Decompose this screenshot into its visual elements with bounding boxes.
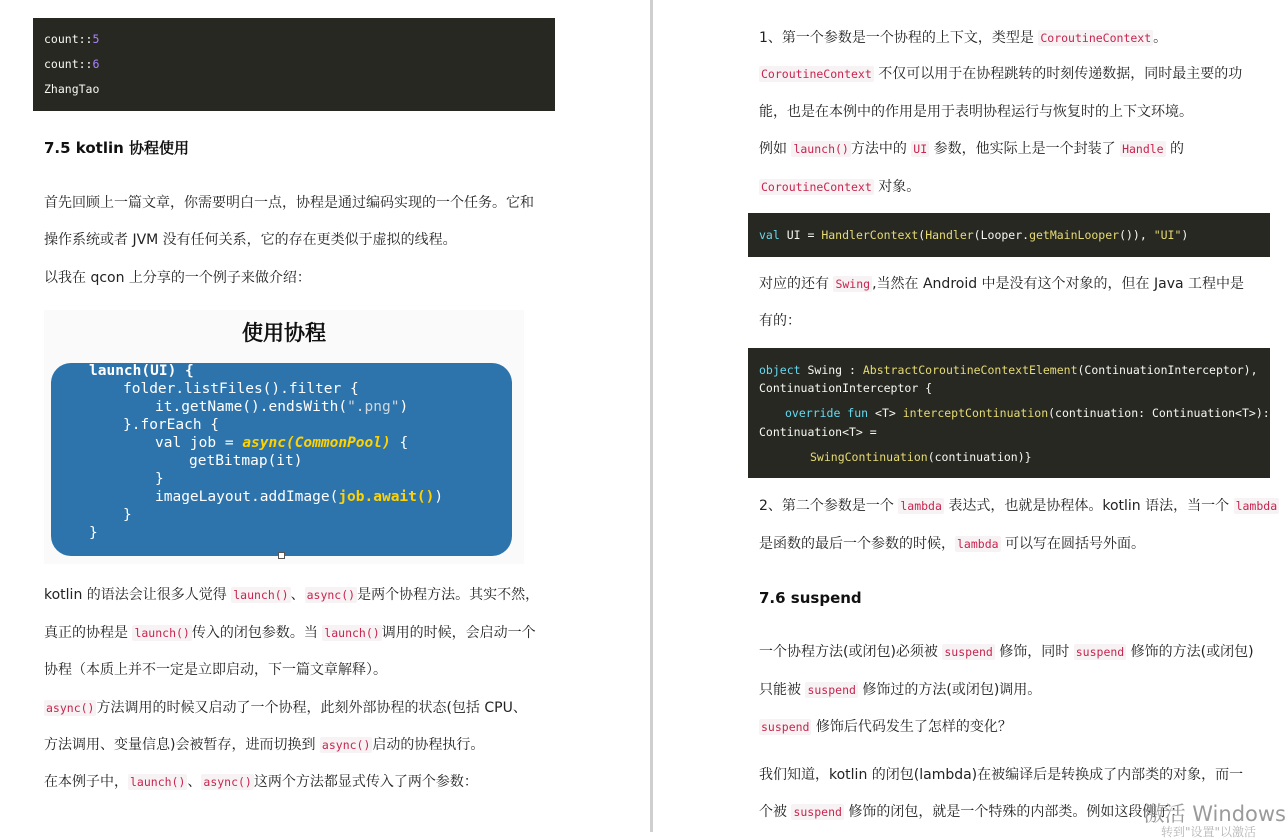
paragraph-line: 在本例子中， launch() 、 async() 这两个方法都显式传入了两个参数：	[44, 774, 478, 790]
paragraph-line: async() 方法调用的时候又启动了一个协程，此刻外部协程的状态(包括 CPU、	[46, 700, 527, 716]
paragraph-line: 首先回顾上一篇文章，你需要明白一点，协程是通过编码实现的一个任务。它和	[44, 195, 534, 211]
slide-code-line: }	[89, 525, 98, 541]
slide-title: 使用协程	[242, 321, 326, 345]
paragraph-line: CoroutineContext 对象。	[761, 179, 921, 195]
code-text: ZhangTao	[44, 82, 100, 96]
paragraph-line: 有的：	[759, 313, 801, 329]
paragraph-line: 以我在 qcon 上分享的一个例子来做介绍：	[44, 270, 311, 286]
paragraph-line: 协程（本质上并不一定是立即启动，下一篇文章解释）。	[44, 662, 387, 678]
code-number: 5	[92, 32, 100, 46]
paragraph-line: 方法调用、变量信息)会被暂存，进而切换到 async() 启动的协程执行。	[44, 737, 485, 753]
paragraph-line: 对应的还有 Swing ,当然在 Android 中是没有这个对象的，但在 Java 工程中是	[759, 276, 1245, 292]
code-text: count::	[44, 57, 93, 71]
paragraph-line: kotlin 的语法会让很多人觉得 launch() 、 async() 是两个协程方法。其实不然，	[44, 587, 540, 603]
section-heading-7-6: 7.6 suspend	[759, 589, 862, 607]
right-page	[653, 0, 1286, 832]
paragraph-line: 只能被 suspend 修饰过的方法(或闭包)调用。	[759, 682, 1042, 698]
section-heading-7-5: 7.5 kotlin 协程使用	[44, 139, 190, 157]
code-number: 6	[92, 57, 100, 71]
code-text: count::	[44, 32, 93, 46]
code-block-swing: object Swing : AbstractCoroutineContextElement(ContinuationInterceptor), ContinuationInterceptor { override fun <T> interceptContinuation(continuation: Continuation<T>): Continuation<T> = SwingContinuation(continuation)}	[748, 348, 1270, 478]
paragraph-line: 2、第二个参数是一个 lambda 表达式，也就是协程体。kotlin 语法，当一个 lambda	[759, 498, 1278, 514]
slide-code-line: getBitmap(it)	[189, 453, 303, 469]
paragraph-line: suspend 修饰后代码发生了怎样的变化？	[761, 719, 1012, 735]
paragraph-line: 我们知道，kotlin 的闭包(lambda)在被编译后是转换成了内部类的对象，而一	[759, 767, 1244, 783]
slide-code-line: imageLayout.addImage(job.await())	[155, 489, 444, 505]
slide-code-line: folder.listFiles().filter {	[123, 381, 359, 397]
windows-activation-watermark: 激活 Windows	[1143, 802, 1286, 826]
paragraph-line: 是函数的最后一个参数的时候， lambda 可以写在圆括号外面。	[759, 536, 1145, 552]
slide-code-line: }.forEach {	[123, 417, 220, 433]
slide-code-line: launch(UI) {	[89, 363, 194, 379]
slide-code-box	[51, 363, 512, 556]
paragraph-line: CoroutineContext 不仅可以用于在协程跳转的时刻传递数据，同时最主要的功	[761, 66, 1243, 82]
slide-code-line: val job = async(CommonPool) {	[155, 435, 409, 451]
slide-code-line: it.getName().endsWith(".png")	[155, 399, 409, 415]
windows-activation-subtext: 转到"设置"以激活	[1160, 825, 1256, 839]
paragraph-line: 1、第一个参数是一个协程的上下文，类型是 CoroutineContext 。	[759, 30, 1168, 46]
paragraph-line: 操作系统或者 JVM 没有任何关系，它的存在更类似于虚拟的线程。	[44, 232, 457, 248]
paragraph-line: 个被 suspend 修饰的闭包，就是一个特殊的内部类。例如这段例子：	[759, 804, 1185, 820]
paragraph-line: 能，也是在本例中的作用是用于表明协程运行与恢复时的上下文环境。	[759, 104, 1193, 120]
paragraph-line: 一个协程方法(或闭包)必须被 suspend 修饰，同时 suspend 修饰的方法(或闭包)	[759, 644, 1254, 660]
code-block-handler-context: val UI = HandlerContext(Handler(Looper.getMainLooper()), "UI")	[748, 213, 1270, 257]
paragraph-line: 真正的协程是 launch() 传入的闭包参数。当 launch() 调用的时候，会启动一个	[44, 625, 536, 641]
paragraph-line: 例如 launch() 方法中的 UI 参数，他实际上是一个封装了 Handle 的	[759, 141, 1185, 157]
slide-code-line: }	[155, 471, 164, 487]
image-resize-handle[interactable]	[278, 552, 285, 559]
code-output-block	[33, 18, 555, 111]
slide-image	[44, 310, 524, 564]
slide-code-line: }	[123, 507, 132, 523]
